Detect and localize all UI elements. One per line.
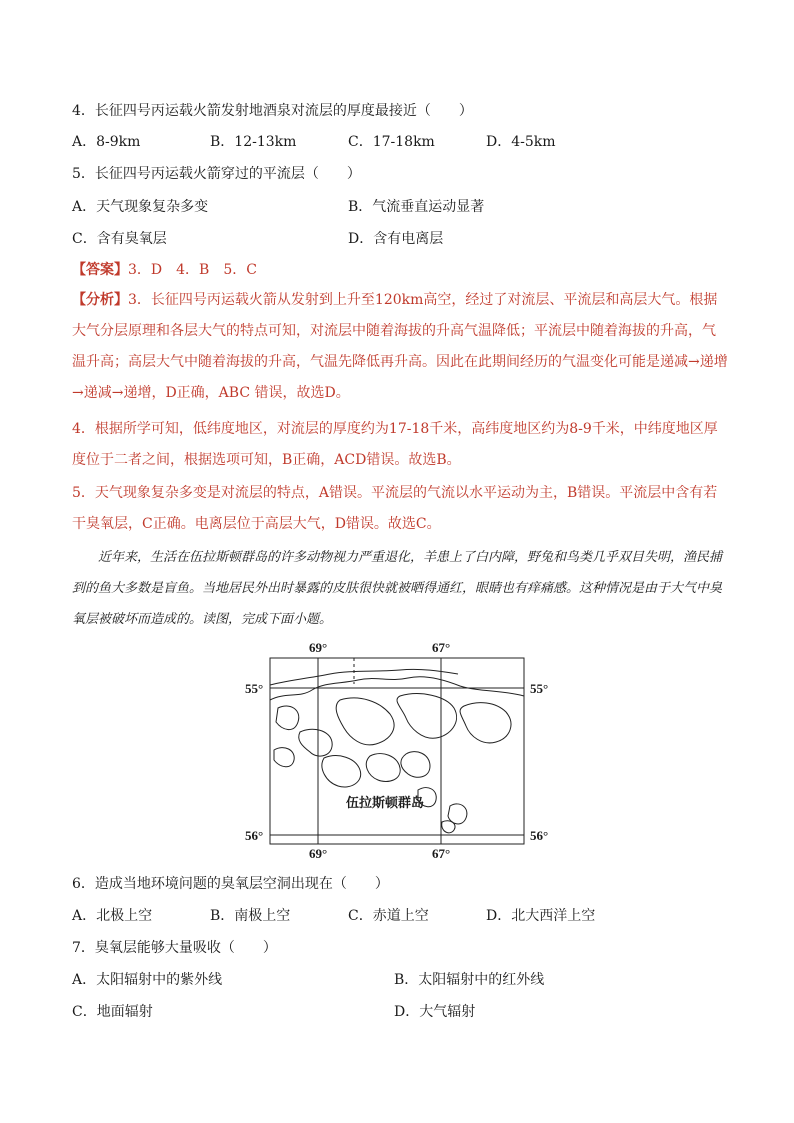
q4-option-b: B．12-13km [210, 134, 297, 150]
island-9 [401, 752, 430, 778]
q6-option-b: B．南极上空 [210, 908, 291, 924]
analysis-label: 【分析】 [72, 292, 128, 308]
island-1 [276, 706, 299, 730]
label-lat-56-left: 56° [245, 828, 264, 843]
island-3 [336, 698, 394, 745]
analysis-p3-text: 3．长征四号丙运载火箭从发射到上升至120km高空，经过了对流层、平流层和高层大气。根据大气分层原理和各层大气的特点可知，对流层中随着海拔的升高气温降低；平流层中随着海拔的升高，气温升高；高层大气中随着海拔的升高，气温先降低再升高。因此在此期间经历的气温变化可能是递减→递增→递减→递增，D正确，ABC 错误，故选D。 [72, 292, 728, 401]
q6-option-d: D．北大西洋上空 [486, 908, 596, 924]
q4-stem: 4．长征四号丙运载火箭发射地酒泉对流层的厚度最接近（ ） [72, 103, 473, 119]
q5-option-a: A．天气现象复杂多变 [72, 199, 209, 215]
analysis-p3 [72, 285, 728, 409]
q4-option-a: A．8-9km [72, 134, 141, 150]
q7-stem: 7．臭氧层能够大量吸收（ ） [72, 940, 277, 956]
island-12 [442, 821, 455, 833]
map-svg [240, 640, 560, 865]
q5-option-d: D．含有电离层 [348, 231, 444, 247]
q4-option-d: D．4-5km [486, 134, 556, 150]
analysis-p5: 5．天气现象复杂多变是对流层的特点，A错误。平流层的气流以水平运动为主，B错误。平流层中含有若干臭氧层，C正确。电离层位于高层大气，D错误。故选C。 [72, 485, 718, 532]
q6-stem: 6．造成当地环境问题的臭氧层空洞出现在（ ） [72, 876, 389, 892]
q4-option-c: C．17-18km [348, 134, 435, 150]
q5-option-b: B．气流垂直运动显著 [348, 199, 485, 215]
answer-line [72, 260, 257, 280]
analysis-p4: 4．根据所学可知，低纬度地区，对流层的厚度约为17-18千米，高纬度地区约为8-9千米，中纬度地区厚度位于二者之间，根据选项可知，B正确，ACD错误。故选B。 [72, 421, 718, 468]
q7-option-c: C．地面辐射 [72, 1004, 153, 1020]
label-lon-69-top: 69° [309, 640, 328, 655]
island-6 [274, 748, 294, 767]
label-place: 伍拉斯顿群岛 [346, 795, 425, 810]
q5-stem: 5．长征四号丙运载火箭穿过的平流层（ ） [72, 166, 361, 182]
island-2 [299, 729, 332, 756]
map-figure [240, 640, 560, 865]
island-4 [397, 694, 457, 739]
q5-option-c: C．含有臭氧层 [72, 231, 167, 247]
q7-option-a: A．太阳辐射中的紫外线 [72, 972, 223, 988]
label-lon-69-bottom: 69° [309, 846, 328, 861]
answer-text: 3．D 4．B 5．C [128, 262, 257, 278]
label-lat-56-right: 56° [530, 828, 549, 843]
island-8 [366, 754, 400, 782]
label-lat-55-left: 55° [245, 681, 264, 696]
q7-option-d: D．大气辐射 [394, 1004, 476, 1020]
island-5 [460, 703, 511, 743]
label-lon-67-bottom: 67° [432, 846, 451, 861]
label-lon-67-top: 67° [432, 640, 451, 655]
answer-label: 【答案】 [72, 262, 128, 278]
intro-passage: 近年来，生活在伍拉斯顿群岛的许多动物视力严重退化，羊患上了白内障，野兔和鸟类几乎双目失明，渔民捕到的鱼大多数是盲鱼。当地居民外出时暴露的皮肤很快就被晒得通红，眼睛也有痒痛感。这种情况是由于大气中臭氧层被破坏而造成的。读图，完成下面小题。 [72, 550, 723, 627]
label-lat-55-right: 55° [530, 681, 549, 696]
q6-option-a: A．北极上空 [72, 908, 153, 924]
q6-option-c: C．赤道上空 [348, 908, 429, 924]
island-7 [322, 756, 361, 787]
q7-option-b: B．太阳辐射中的红外线 [394, 972, 545, 988]
